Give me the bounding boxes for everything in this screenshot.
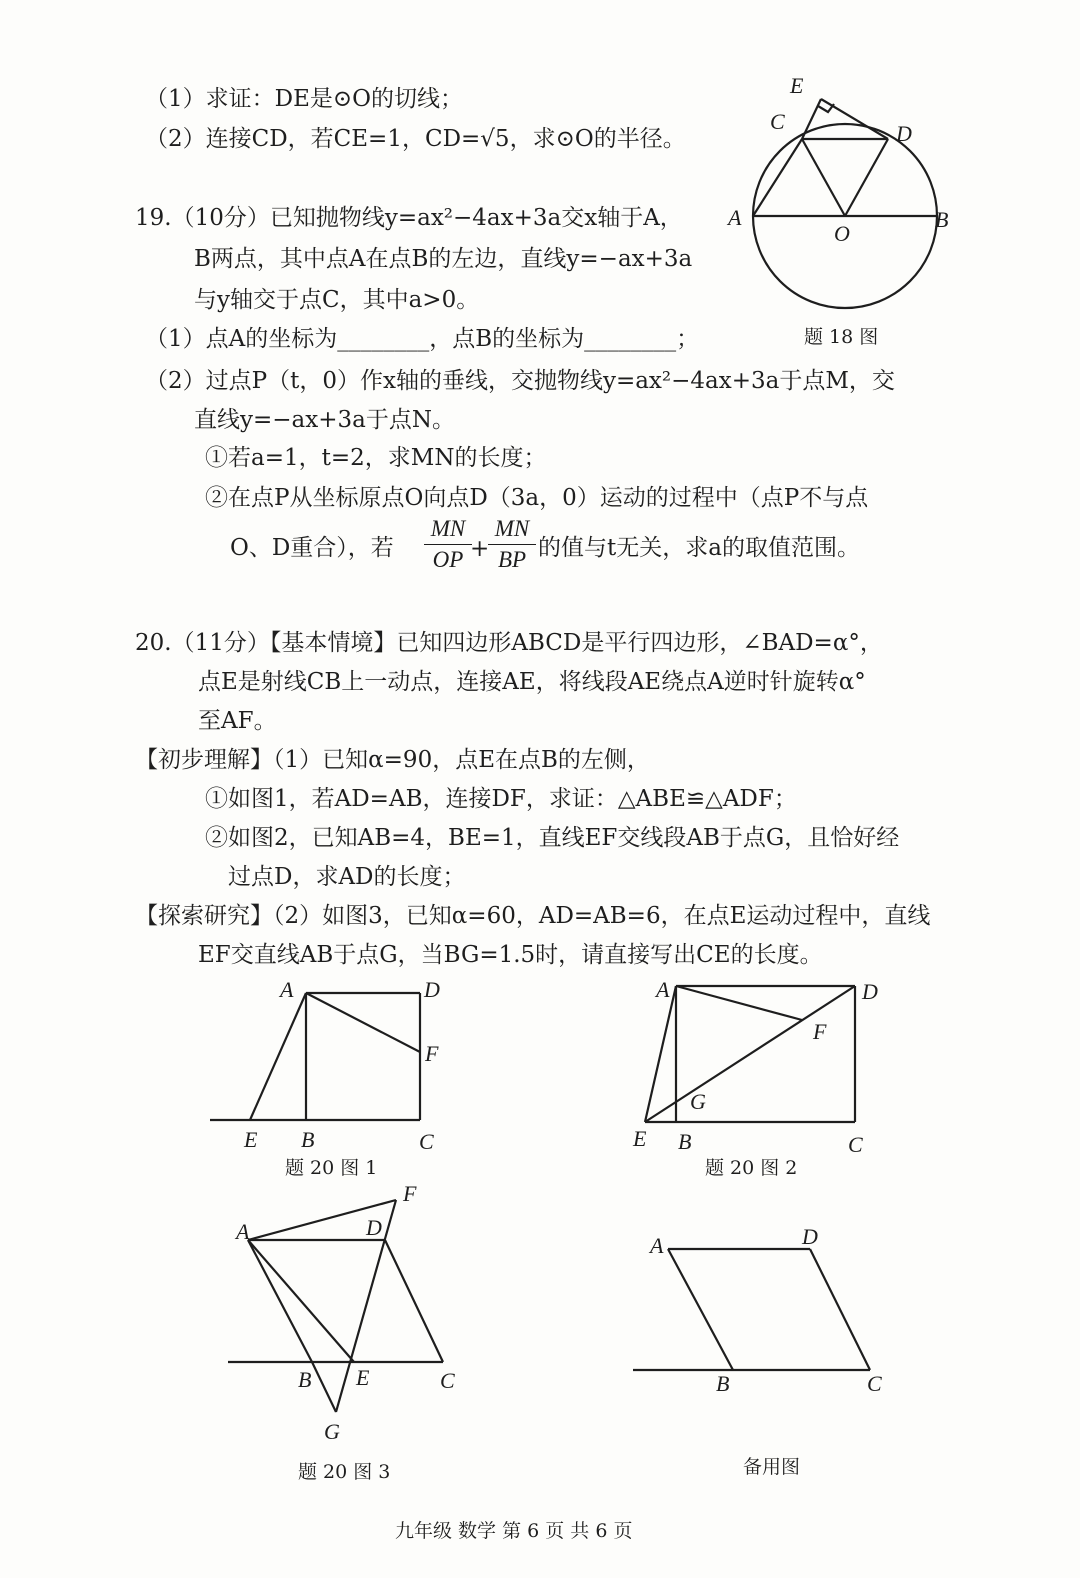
fraction-denominator: BP: [497, 547, 527, 572]
q20-part2-line1: 【探索研究】（2）如图3，已知α=60，AD=AB=6，在点E运动过程中，直线: [135, 903, 931, 929]
fig20-1-label-c: C: [419, 1129, 434, 1154]
fig20-1-caption: 题 20 图 1: [285, 1157, 378, 1179]
q19-part1: （1）点A的坐标为________，点B的坐标为________；: [145, 326, 700, 352]
fig20-1-label-a: A: [280, 977, 294, 1002]
fig20-4-side-dc: [810, 1249, 870, 1370]
q20-line3: 至AF。: [198, 708, 277, 734]
q19-line1: 19.（10分）已知抛物线y=ax²−4ax+3a交x轴于A，: [135, 205, 683, 231]
fraction-numerator: MN: [430, 516, 466, 541]
q19-line2: B两点，其中点A在点B的左边，直线y=−ax+3a: [194, 246, 693, 272]
q19-sub1: ①若a=1，t=2，求MN的长度；: [205, 445, 547, 471]
fig18-label-o: O: [834, 221, 850, 246]
fig20-2-label-e: E: [633, 1126, 647, 1151]
fig20-4-label-c: C: [867, 1371, 882, 1396]
q19-part2-line2: 直线y=−ax+3a于点N。: [194, 407, 455, 433]
fig20-2-label-a: A: [656, 977, 670, 1002]
fraction-denominator: OP: [432, 547, 464, 572]
fig20-1-label-b: B: [301, 1127, 315, 1152]
fig18-label-d: D: [896, 121, 912, 146]
fig18-label-b: B: [935, 207, 949, 232]
q20-sub1: ①如图1，若AD=AB，连接DF，求证：△ABE≌△ADF；: [205, 786, 797, 812]
q18-part1: （1）求证：DE是⊙O的切线；: [145, 86, 463, 112]
q19-sub2-line2-before: O、D重合），若: [230, 535, 394, 561]
q20-part2-line2: EF交直线AB于点G，当BG=1.5时，请直接写出CE的长度。: [198, 942, 823, 968]
fraction-numerator: MN: [494, 516, 530, 541]
fig20-4-label-b: B: [716, 1371, 730, 1396]
fig20-3-label-d: D: [366, 1215, 382, 1240]
fig20-3-label-a: A: [236, 1219, 250, 1244]
q20-line1: 20.（11分）【基本情境】已知四边形ABCD是平行四边形，∠BAD=α°，: [135, 630, 883, 656]
q20-sub2-line1: ②如图2，已知AB=4，BE=1，直线EF交线段AB于点G，且恰好经: [205, 825, 900, 851]
fig20-4-side-ab: [668, 1249, 733, 1370]
fig20-4-caption: 备用图: [743, 1456, 801, 1478]
fig20-3-label-c: C: [440, 1368, 455, 1393]
fig20-1-label-e: E: [244, 1127, 258, 1152]
fig20-2-label-d: D: [862, 979, 878, 1004]
fig20-2-label-f: F: [813, 1019, 827, 1044]
q20-line2: 点E是射线CB上一动点，连接AE，将线段AE绕点A逆时针旋转α°: [198, 669, 866, 695]
fig20-3-label-f: F: [403, 1181, 417, 1206]
q19-line3: 与y轴交于点C，其中a>0。: [194, 287, 480, 313]
q19-part2-line1: （2）过点P（t，0）作x轴的垂线，交抛物线y=ax²−4ax+3a于点M，交: [145, 368, 895, 394]
fig20-3-caption: 题 20 图 3: [298, 1461, 391, 1483]
fig20-4-label-d: D: [802, 1224, 818, 1249]
q18-part2: （2）连接CD，若CE=1，CD=√5，求⊙O的半径。: [145, 126, 686, 152]
fig18-label-e: E: [790, 73, 804, 98]
q20-sub2-line2: 过点D，求AD的长度；: [228, 864, 466, 890]
fig20-4-label-a: A: [650, 1233, 664, 1258]
fig20-2-label-g: G: [690, 1089, 706, 1114]
q19-sub2-line1: ②在点P从坐标原点O向点D（3a，0）运动的过程中（点P不与点: [205, 485, 869, 511]
q19-plus-sign: +: [470, 536, 490, 562]
q19-sub2-line2-after: 的值与t无关，求a的取值范围。: [538, 535, 860, 561]
fig18-caption: 题 18 图: [804, 326, 879, 348]
fig20-3-label-g: G: [324, 1419, 340, 1444]
fig20-2-caption: 题 20 图 2: [705, 1157, 798, 1179]
page-footer: 九年级 数学 第 6 页 共 6 页: [395, 1520, 633, 1542]
fig18-label-c: C: [770, 109, 785, 134]
fig18-label-a: A: [728, 205, 742, 230]
fig20-1-label-d: D: [424, 977, 440, 1002]
fig20-2-label-b: B: [678, 1129, 692, 1154]
q20-part1-title: 【初步理解】（1）已知α=90，点E在点B的左侧，: [135, 747, 650, 773]
fig20-3-label-e: E: [356, 1365, 370, 1390]
fig20-2-label-c: C: [848, 1132, 863, 1157]
fig20-1-label-f: F: [425, 1041, 439, 1066]
fig20-3-label-b: B: [298, 1367, 312, 1392]
